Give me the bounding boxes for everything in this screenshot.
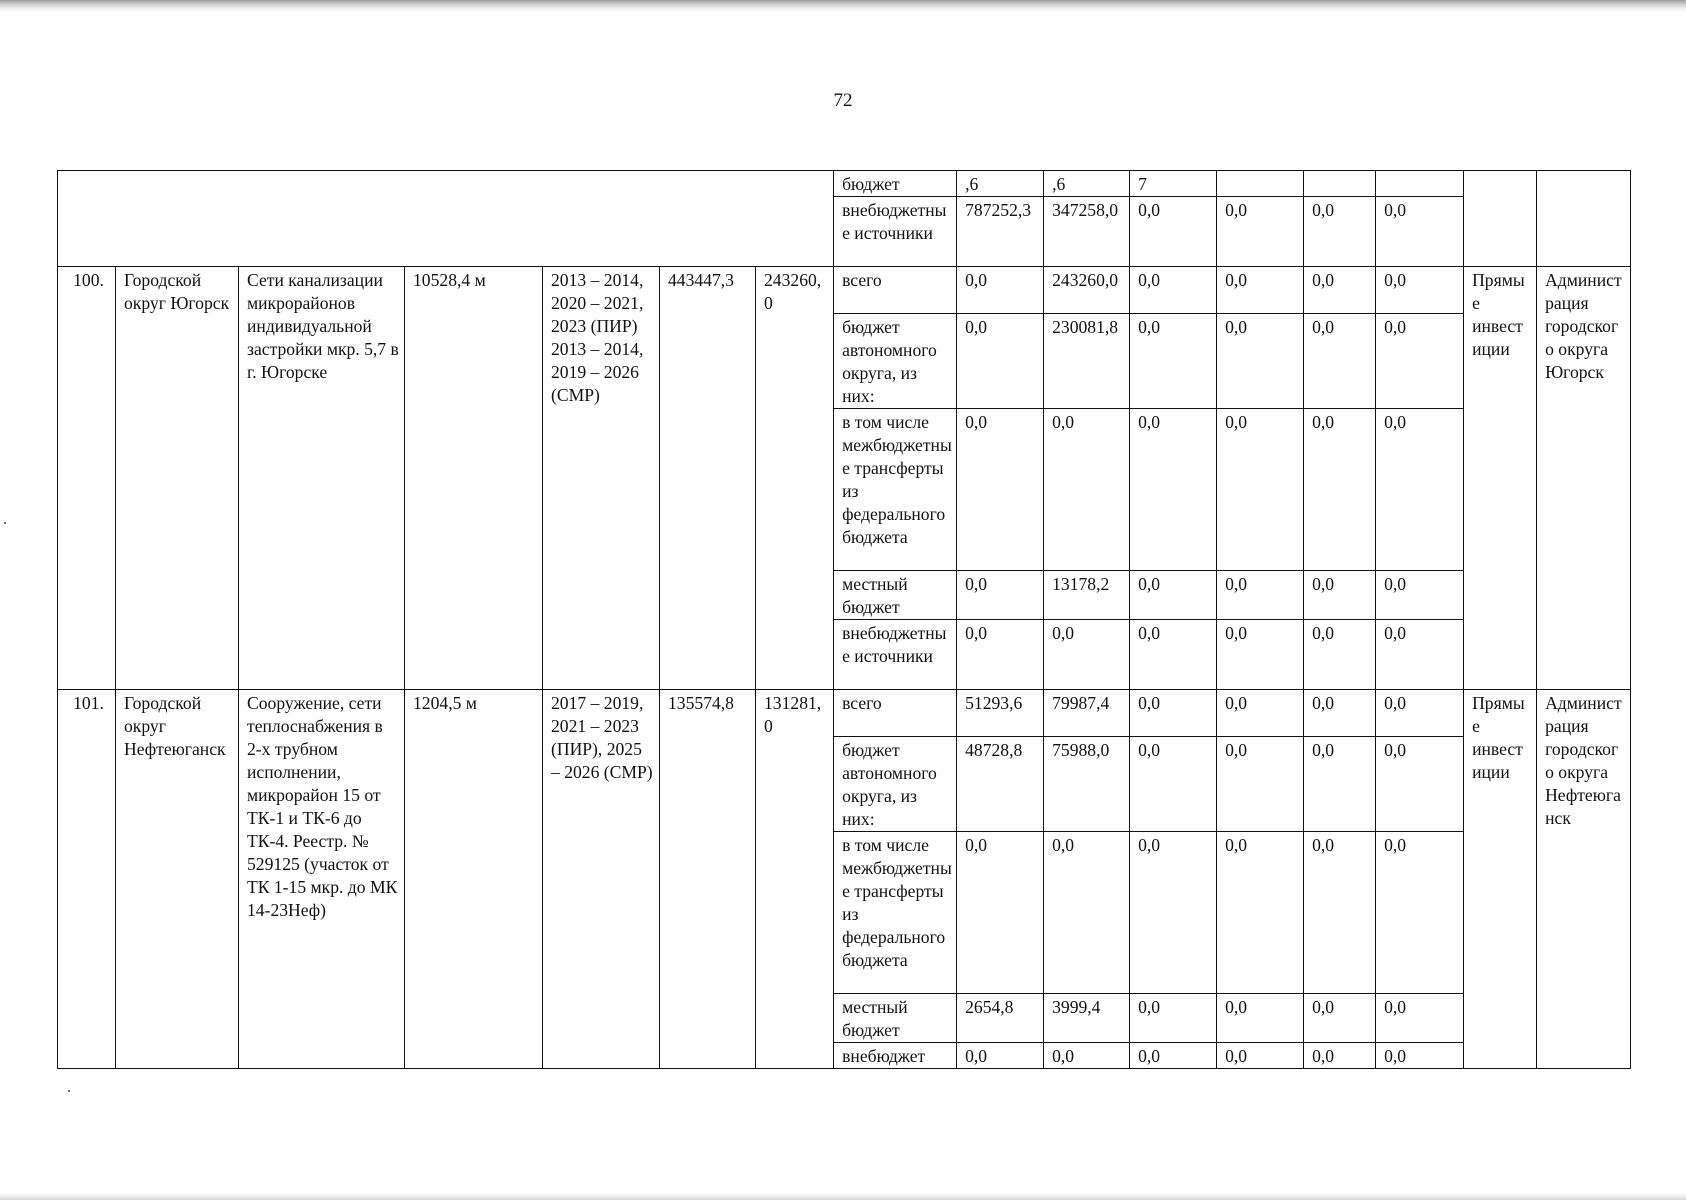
amount-cell: 0,0 <box>1217 1043 1304 1069</box>
district-cell: Городской округ Югорск <box>116 267 239 690</box>
amount-cell: 0,0 <box>1217 994 1304 1043</box>
amount-cell: 0,0 <box>1376 571 1464 620</box>
carry-form-cell <box>1464 171 1537 267</box>
amount-cell: 51293,6 <box>957 690 1044 737</box>
cost-cell: 135574,8 <box>660 690 756 1069</box>
amount-cell: 3999,4 <box>1044 994 1130 1043</box>
period-cell: 2017 – 2019, 2021 – 2023 (ПИР), 2025 – 2026 (СМР) <box>543 690 660 1069</box>
amount-cell: 0,0 <box>1376 1043 1464 1069</box>
financing-source: бюджет <box>834 171 957 197</box>
amount-cell: 0,0 <box>1130 620 1217 690</box>
amount-cell: 0,0 <box>1217 409 1304 571</box>
amount-cell: 0,0 <box>957 620 1044 690</box>
amount-cell: 0,0 <box>1217 571 1304 620</box>
financing-source: внебюджетные источники <box>834 197 957 267</box>
object-cell: Сети канализации микрорайонов индивидуальной застройки мкр. 5,7 в г. Югорске <box>239 267 405 690</box>
financing-source: бюджет автономного округа, из них: <box>834 737 957 832</box>
amount-cell: 0,0 <box>1217 620 1304 690</box>
amount-cell: 0,0 <box>1044 1043 1130 1069</box>
remaining-cost-cell: 243260,0 <box>756 267 834 690</box>
amount-cell: 0,0 <box>1304 197 1376 267</box>
remaining-cost-cell: 131281,0 <box>756 690 834 1069</box>
amount-cell: 0,0 <box>1217 267 1304 314</box>
scan-edge-bottom <box>0 1193 1686 1200</box>
amount-cell: 0,0 <box>1376 690 1464 737</box>
row-number: 100. <box>58 267 116 690</box>
amount-cell: 0,0 <box>1304 832 1376 994</box>
financing-source: местный бюджет <box>834 994 957 1043</box>
amount-cell: 0,0 <box>1130 267 1217 314</box>
amount-cell <box>1304 171 1376 197</box>
amount-cell: 75988,0 <box>1044 737 1130 832</box>
amount-cell: 0,0 <box>1376 620 1464 690</box>
scan-edge-top <box>0 0 1686 12</box>
capacity-cell: 1204,5 м <box>405 690 543 1069</box>
capacity-cell: 10528,4 м <box>405 267 543 690</box>
amount-cell: 0,0 <box>957 832 1044 994</box>
financing-source: всего <box>834 690 957 737</box>
financing-source: внебюджетные источники <box>834 620 957 690</box>
amount-cell: 0,0 <box>1376 197 1464 267</box>
carry-customer-cell <box>1537 171 1631 267</box>
amount-cell: 48728,8 <box>957 737 1044 832</box>
period-cell: 2013 – 2014, 2020 – 2021, 2023 (ПИР) 2013 – 2014, 2019 – 2026 (СМР) <box>543 267 660 690</box>
amount-cell: 0,0 <box>1304 994 1376 1043</box>
amount-cell: 0,0 <box>1376 409 1464 571</box>
amount-cell: 0,0 <box>957 1043 1044 1069</box>
object-cell: Сооружение, сети теплоснабжения в 2-х трубном исполнении, микрорайон 15 от ТК-1 и ТК-6 до ТК-4. Реестр. № 529125 (участок от ТК 1-15 мкр. до МК 14-23Неф) <box>239 690 405 1069</box>
amount-cell: 0,0 <box>1044 409 1130 571</box>
amount-cell <box>1217 171 1304 197</box>
amount-cell: 347258,0 <box>1044 197 1130 267</box>
district-cell: Городской округ Нефтеюганск <box>116 690 239 1069</box>
project-row <box>58 267 1631 314</box>
amount-cell: 0,0 <box>1130 571 1217 620</box>
carry-row <box>58 171 1631 197</box>
amount-cell: 0,0 <box>1376 737 1464 832</box>
amount-cell: 0,0 <box>1130 197 1217 267</box>
investment-form-cell: Прямые инвестиции <box>1464 690 1537 1069</box>
amount-cell: 0,0 <box>1376 994 1464 1043</box>
amount-cell: 0,0 <box>1304 409 1376 571</box>
amount-cell: 0,0 <box>1130 994 1217 1043</box>
amount-cell: 0,0 <box>1304 314 1376 409</box>
amount-cell: 0,0 <box>1044 620 1130 690</box>
customer-cell: Администрация городского округа Югорск <box>1537 267 1631 690</box>
amount-cell: 0,0 <box>1304 737 1376 832</box>
amount-cell: 0,0 <box>1217 197 1304 267</box>
amount-cell: 0,0 <box>1044 832 1130 994</box>
amount-cell: ,6 <box>957 171 1044 197</box>
amount-cell: 0,0 <box>1376 314 1464 409</box>
amount-cell: 0,0 <box>1304 690 1376 737</box>
amount-cell: 0,0 <box>1130 737 1217 832</box>
investment-form-cell: Прямые инвестиции <box>1464 267 1537 690</box>
amount-cell: 0,0 <box>1130 314 1217 409</box>
amount-cell: 0,0 <box>1304 267 1376 314</box>
amount-cell: 0,0 <box>1217 737 1304 832</box>
amount-cell: 7 <box>1130 171 1217 197</box>
amount-cell: 0,0 <box>1376 267 1464 314</box>
amount-cell: 2654,8 <box>957 994 1044 1043</box>
financing-source: бюджет автономного округа, из них: <box>834 314 957 409</box>
amount-cell: 0,0 <box>957 571 1044 620</box>
amount-cell: 13178,2 <box>1044 571 1130 620</box>
amount-cell: 0,0 <box>1130 409 1217 571</box>
amount-cell: ,6 <box>1044 171 1130 197</box>
amount-cell: 0,0 <box>1304 1043 1376 1069</box>
amount-cell <box>1376 171 1464 197</box>
amount-cell: 79987,4 <box>1044 690 1130 737</box>
amount-cell: 0,0 <box>1376 832 1464 994</box>
amount-cell: 0,0 <box>1304 620 1376 690</box>
row-number: 101. <box>58 690 116 1069</box>
financing-source: всего <box>834 267 957 314</box>
scan-speck <box>68 1090 70 1092</box>
amount-cell: 0,0 <box>1217 832 1304 994</box>
amount-cell: 0,0 <box>1130 832 1217 994</box>
project-row <box>58 690 1631 737</box>
amount-cell: 0,0 <box>957 409 1044 571</box>
amount-cell: 0,0 <box>957 267 1044 314</box>
amount-cell: 243260,0 <box>1044 267 1130 314</box>
carry-blank-cell <box>58 171 834 267</box>
customer-cell: Администрация городского округа Нефтеюганск <box>1537 690 1631 1069</box>
amount-cell: 230081,8 <box>1044 314 1130 409</box>
financing-source: в том числе межбюджетные трансферты из федерального бюджета <box>834 832 957 994</box>
page-number: 72 <box>833 90 853 111</box>
amount-cell: 0,0 <box>1130 1043 1217 1069</box>
amount-cell: 0,0 <box>1217 314 1304 409</box>
amount-cell: 0,0 <box>1304 571 1376 620</box>
investment-table <box>57 170 1631 1069</box>
amount-cell: 0,0 <box>1217 690 1304 737</box>
amount-cell: 0,0 <box>957 314 1044 409</box>
scan-speck <box>4 522 6 524</box>
amount-cell: 0,0 <box>1130 690 1217 737</box>
financing-source: в том числе межбюджетные трансферты из федерального бюджета <box>834 409 957 571</box>
financing-source: внебюджет <box>834 1043 957 1069</box>
financing-source: местный бюджет <box>834 571 957 620</box>
amount-cell: 787252,3 <box>957 197 1044 267</box>
cost-cell: 443447,3 <box>660 267 756 690</box>
